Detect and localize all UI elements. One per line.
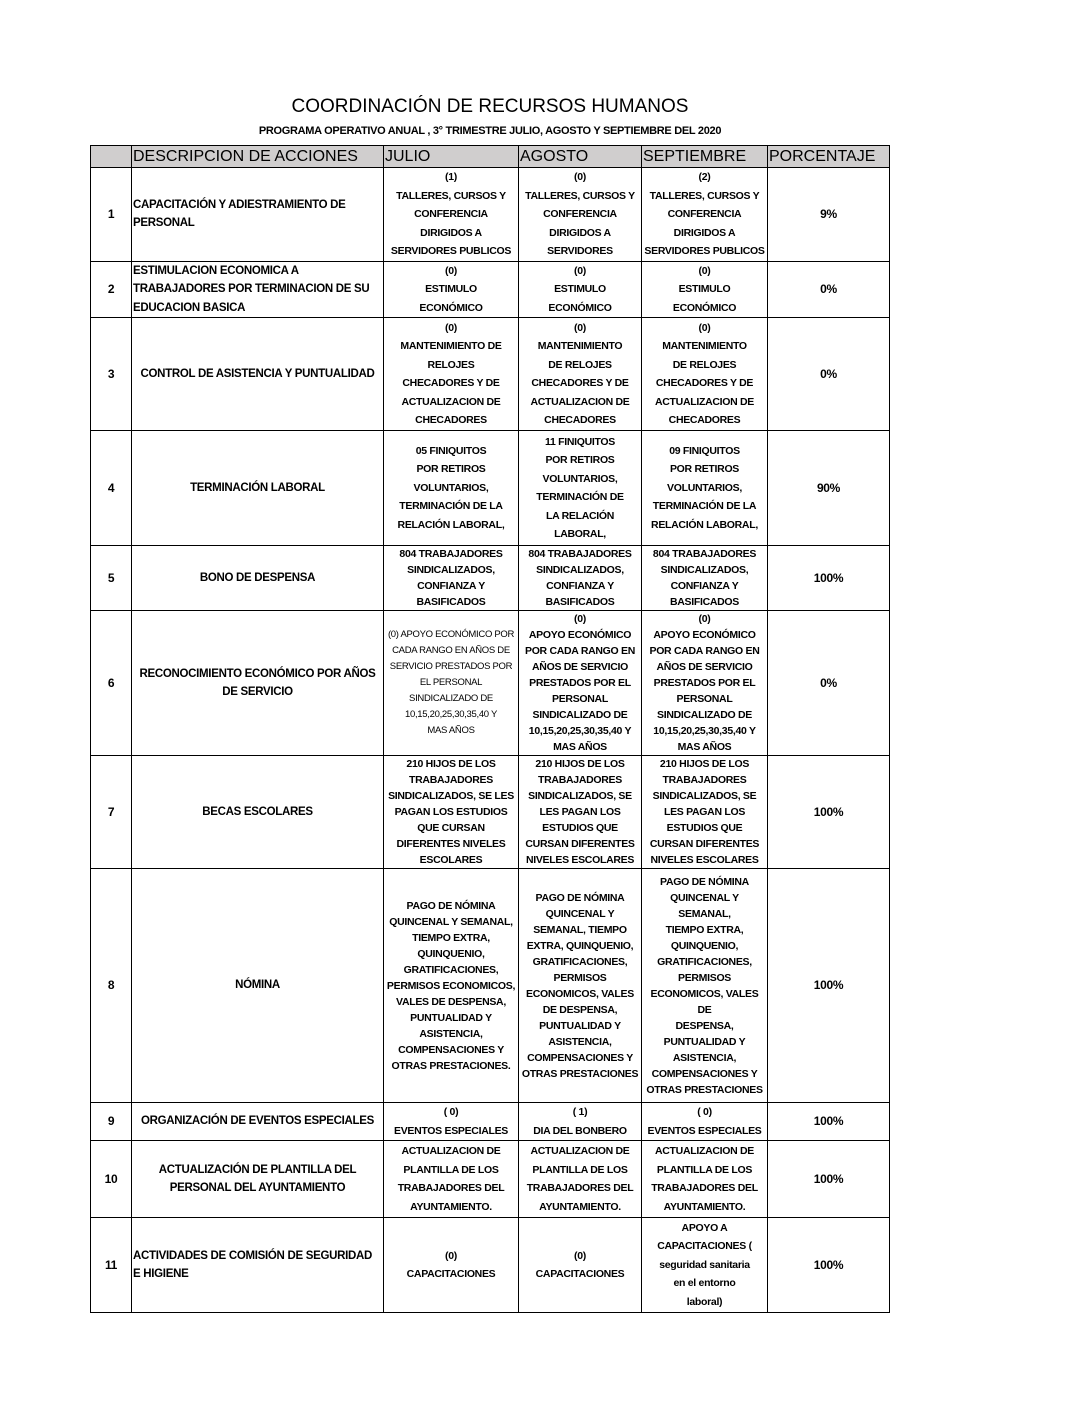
agosto-cell: 11 FINIQUITOS POR RETIROS VOLUNTARIOS, TERMINACIÓN DE LA RELACIÓN LABORAL, bbox=[519, 431, 642, 546]
table-row bbox=[91, 869, 890, 1103]
percentage-cell: 100% bbox=[768, 869, 890, 1103]
julio-cell: ACTUALIZACION DE PLANTILLA DE LOS TRABAJADORES DEL AYUNTAMIENTO. bbox=[384, 1141, 519, 1218]
table-row bbox=[91, 1103, 890, 1141]
table-row bbox=[91, 261, 890, 318]
action-description: ORGANIZACIÓN DE EVENTOS ESPECIALES bbox=[132, 1103, 384, 1141]
action-description: CONTROL DE ASISTENCIA Y PUNTUALIDAD bbox=[132, 318, 384, 431]
julio-cell: 05 FINIQUITOS POR RETIROS VOLUNTARIOS, TERMINACIÓN DE LA RELACIÓN LABORAL, bbox=[384, 431, 519, 546]
percentage-cell: 100% bbox=[768, 1141, 890, 1218]
julio-cell: (1) TALLERES, CURSOS Y CONFERENCIA DIRIGIDOS A SERVIDORES PUBLICOS bbox=[384, 168, 519, 262]
septiembre-cell: ( 0) EVENTOS ESPECIALES bbox=[642, 1103, 768, 1141]
action-description: RECONOCIMIENTO ECONÓMICO POR AÑOS DE SERVICIO bbox=[132, 611, 384, 756]
julio-cell: 210 HIJOS DE LOS TRABAJADORES SINDICALIZADOS, SE LES PAGAN LOS ESTUDIOS QUE CURSAN DIFERENTES NIVELES ESCOLARES bbox=[384, 756, 519, 869]
table-header-row bbox=[91, 146, 890, 168]
table-row bbox=[91, 611, 890, 756]
row-number: 2 bbox=[91, 261, 132, 318]
julio-cell: PAGO DE NÓMINA QUINCENAL Y SEMANAL, TIEMPO EXTRA, QUINQUENIO, GRATIFICACIONES, PERMISOS ECONOMICOS, VALES DE DESPENSA, PUNTUALIDAD Y ASISTENCIA, COMPENSACIONES Y OTRAS PRESTACIONES. bbox=[384, 869, 519, 1103]
header-porcentaje: PORCENTAJE bbox=[768, 146, 890, 168]
percentage-cell: 9% bbox=[768, 168, 890, 262]
row-number: 5 bbox=[91, 546, 132, 611]
agosto-cell: ACTUALIZACION DE PLANTILLA DE LOS TRABAJADORES DEL AYUNTAMIENTO. bbox=[519, 1141, 642, 1218]
percentage-cell: 0% bbox=[768, 611, 890, 756]
action-description: ESTIMULACION ECONOMICA A TRABAJADORES POR TERMINACION DE SU EDUCACION BASICA bbox=[132, 261, 384, 318]
action-description: TERMINACIÓN LABORAL bbox=[132, 431, 384, 546]
table-row bbox=[91, 431, 890, 546]
septiembre-cell: 210 HIJOS DE LOS TRABAJADORES SINDICALIZADOS, SE LES PAGAN LOS ESTUDIOS QUE CURSAN DIFERENTES NIVELES ESCOLARES bbox=[642, 756, 768, 869]
percentage-cell: 100% bbox=[768, 1103, 890, 1141]
agosto-cell: (0) MANTENIMIENTO DE RELOJES CHECADORES Y DE ACTUALIZACION DE CHECADORES bbox=[519, 318, 642, 431]
agosto-cell: (0) ESTIMULO ECONÓMICO bbox=[519, 261, 642, 318]
header-septiembre: SEPTIEMBRE bbox=[642, 146, 768, 168]
percentage-cell: 100% bbox=[768, 546, 890, 611]
septiembre-cell: (0) APOYO ECONÓMICO POR CADA RANGO EN AÑOS DE SERVICIO PRESTADOS POR EL PERSONAL SINDICALIZADO DE 10,15,20,25,30,35,40 Y MAS AÑOS bbox=[642, 611, 768, 756]
document-title: COORDINACIÓN DE RECURSOS HUMANOS bbox=[291, 96, 689, 117]
julio-cell: (0) APOYO ECONÓMICO POR CADA RANGO EN AÑOS DE SERVICIO PRESTADOS POR EL PERSONAL SINDICALIZADO DE 10,15,20,25,30,35,40 Y MAS AÑOS bbox=[384, 611, 519, 756]
row-number: 6 bbox=[91, 611, 132, 756]
table-row bbox=[91, 1218, 890, 1313]
action-description: NÓMINA bbox=[132, 869, 384, 1103]
row-number: 7 bbox=[91, 756, 132, 869]
septiembre-cell: ACTUALIZACION DE PLANTILLA DE LOS TRABAJADORES DEL AYUNTAMIENTO. bbox=[642, 1141, 768, 1218]
header-agosto: AGOSTO bbox=[519, 146, 642, 168]
septiembre-cell: 09 FINIQUITOS POR RETIROS VOLUNTARIOS, TERMINACIÓN DE LA RELACIÓN LABORAL, bbox=[642, 431, 768, 546]
action-description: ACTIVIDADES DE COMISIÓN DE SEGURIDAD E HIGIENE bbox=[132, 1218, 384, 1313]
header-julio: JULIO bbox=[384, 146, 519, 168]
agosto-cell: (0) APOYO ECONÓMICO POR CADA RANGO EN AÑOS DE SERVICIO PRESTADOS POR EL PERSONAL SINDICALIZADO DE 10,15,20,25,30,35,40 Y MAS AÑOS bbox=[519, 611, 642, 756]
julio-cell: (0) CAPACITACIONES bbox=[384, 1218, 519, 1313]
table-row bbox=[91, 756, 890, 869]
table-row bbox=[91, 318, 890, 431]
agosto-cell: (0) CAPACITACIONES bbox=[519, 1218, 642, 1313]
septiembre-cell: APOYO A CAPACITACIONES ( seguridad sanitaria en el entorno laboral) bbox=[642, 1218, 768, 1313]
percentage-cell: 90% bbox=[768, 431, 890, 546]
actions-table bbox=[90, 145, 890, 1313]
julio-cell: (0) ESTIMULO ECONÓMICO bbox=[384, 261, 519, 318]
agosto-cell: PAGO DE NÓMINA QUINCENAL Y SEMANAL, TIEMPO EXTRA, QUINQUENIO, GRATIFICACIONES, PERMISOS ECONOMICOS, VALES DE DESPENSA, PUNTUALIDAD Y ASISTENCIA, COMPENSACIONES Y OTRAS PRESTACIONES bbox=[519, 869, 642, 1103]
row-number: 1 bbox=[91, 168, 132, 262]
septiembre-cell: 804 TRABAJADORES SINDICALIZADOS, CONFIANZA Y BASIFICADOS bbox=[642, 546, 768, 611]
action-description: ACTUALIZACIÓN DE PLANTILLA DEL PERSONAL DEL AYUNTAMIENTO bbox=[132, 1141, 384, 1218]
septiembre-cell: (2) TALLERES, CURSOS Y CONFERENCIA DIRIGIDOS A SERVIDORES PUBLICOS bbox=[642, 168, 768, 262]
action-description: BECAS ESCOLARES bbox=[132, 756, 384, 869]
agosto-cell: 804 TRABAJADORES SINDICALIZADOS, CONFIANZA Y BASIFICADOS bbox=[519, 546, 642, 611]
agosto-cell: 210 HIJOS DE LOS TRABAJADORES SINDICALIZADOS, SE LES PAGAN LOS ESTUDIOS QUE CURSAN DIFERENTES NIVELES ESCOLARES bbox=[519, 756, 642, 869]
row-number: 4 bbox=[91, 431, 132, 546]
row-number: 8 bbox=[91, 869, 132, 1103]
table-row bbox=[91, 546, 890, 611]
julio-cell: ( 0) EVENTOS ESPECIALES bbox=[384, 1103, 519, 1141]
julio-cell: (0) MANTENIMIENTO DE RELOJES CHECADORES Y DE ACTUALIZACION DE CHECADORES bbox=[384, 318, 519, 431]
header-description: DESCRIPCION DE ACCIONES bbox=[132, 146, 384, 168]
septiembre-cell: PAGO DE NÓMINA QUINCENAL Y SEMANAL, TIEMPO EXTRA, QUINQUENIO, GRATIFICACIONES, PERMISOS ECONOMICOS, VALES DE DESPENSA, PUNTUALIDAD Y ASISTENCIA, COMPENSACIONES Y OTRAS PRESTACIONES bbox=[642, 869, 768, 1103]
percentage-cell: 100% bbox=[768, 756, 890, 869]
percentage-cell: 100% bbox=[768, 1218, 890, 1313]
row-number: 11 bbox=[91, 1218, 132, 1313]
percentage-cell: 0% bbox=[768, 261, 890, 318]
septiembre-cell: (0) ESTIMULO ECONÓMICO bbox=[642, 261, 768, 318]
table-row bbox=[91, 168, 890, 262]
agosto-cell: (0) TALLERES, CURSOS Y CONFERENCIA DIRIGIDOS A SERVIDORES bbox=[519, 168, 642, 262]
row-number: 3 bbox=[91, 318, 132, 431]
action-description: CAPACITACIÓN Y ADIESTRAMIENTO DE PERSONAL bbox=[132, 168, 384, 262]
document-subtitle: PROGRAMA OPERATIVO ANUAL , 3° TRIMESTRE JULIO, AGOSTO Y SEPTIEMBRE DEL 2020 bbox=[258, 125, 722, 137]
septiembre-cell: (0) MANTENIMIENTO DE RELOJES CHECADORES Y DE ACTUALIZACION DE CHECADORES bbox=[642, 318, 768, 431]
julio-cell: 804 TRABAJADORES SINDICALIZADOS, CONFIANZA Y BASIFICADOS bbox=[384, 546, 519, 611]
agosto-cell: ( 1) DIA DEL BONBERO bbox=[519, 1103, 642, 1141]
percentage-cell: 0% bbox=[768, 318, 890, 431]
action-description: BONO DE DESPENSA bbox=[132, 546, 384, 611]
row-number: 10 bbox=[91, 1141, 132, 1218]
row-number: 9 bbox=[91, 1103, 132, 1141]
header-num bbox=[91, 146, 132, 168]
table-row bbox=[91, 1141, 890, 1218]
